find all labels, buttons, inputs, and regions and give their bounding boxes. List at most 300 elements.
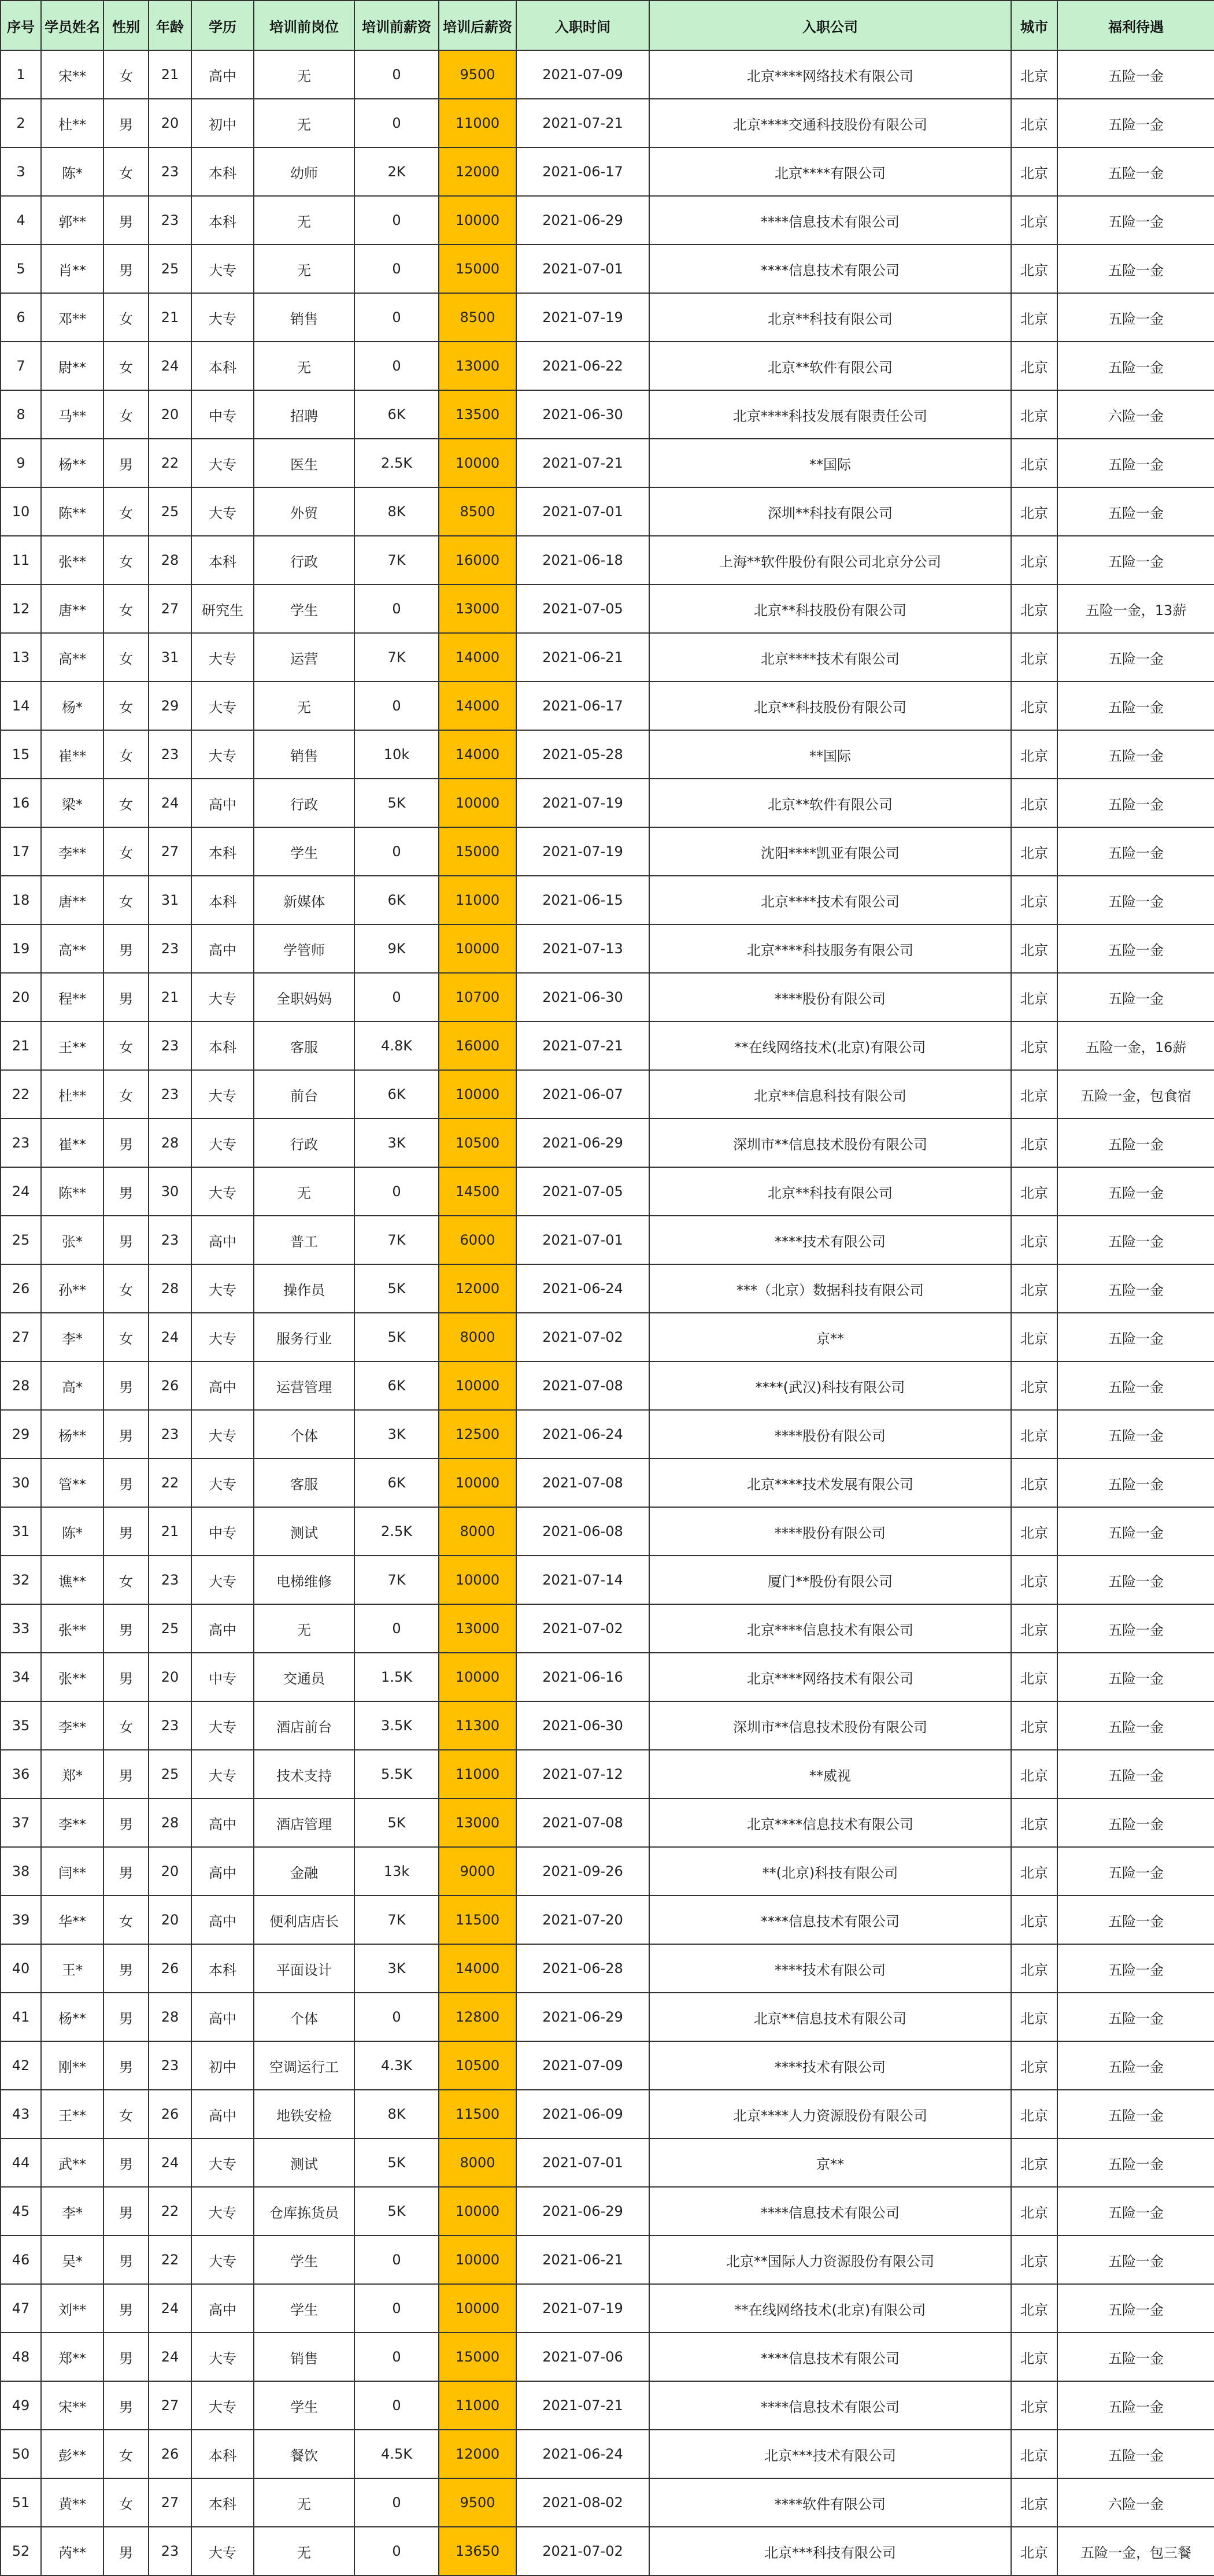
name-cell: 崔**: [41, 730, 103, 779]
benefits-cell: 五险一金: [1057, 827, 1214, 876]
index-cell: 19: [1, 924, 41, 973]
prev-role-cell: 学生: [254, 2284, 354, 2333]
prev-role-cell: 个体: [254, 1410, 354, 1459]
education-cell: 大专: [191, 2333, 254, 2381]
benefits-cell: 五险一金: [1057, 2430, 1214, 2478]
company-cell: ****(武汉)科技有限公司: [649, 1361, 1011, 1410]
prev-role-cell: 平面设计: [254, 1944, 354, 1993]
name-cell: 郭**: [41, 196, 103, 245]
prev-role-cell: 酒店管理: [254, 1798, 354, 1847]
education-cell: 大专: [191, 682, 254, 730]
age-cell: 25: [149, 1750, 191, 1798]
city-cell: 北京: [1011, 1604, 1057, 1653]
start-date-cell: 2021-07-19: [516, 293, 649, 342]
city-cell: 北京: [1011, 973, 1057, 1021]
education-cell: 大专: [191, 1070, 254, 1119]
education-cell: 本科: [191, 2478, 254, 2527]
prev-role-cell: 销售: [254, 293, 354, 342]
education-cell: 大专: [191, 633, 254, 682]
education-cell: 高中: [191, 1604, 254, 1653]
company-cell: 沈阳****凯亚有限公司: [649, 827, 1011, 876]
index-cell: 38: [1, 1847, 41, 1896]
city-cell: 北京: [1011, 2430, 1057, 2478]
post-salary-cell: 10700: [439, 973, 516, 1021]
city-cell: 北京: [1011, 1847, 1057, 1896]
name-cell: 黄**: [41, 2478, 103, 2527]
city-cell: 北京: [1011, 2138, 1057, 2187]
index-cell: 46: [1, 2236, 41, 2284]
name-cell: 郑*: [41, 1750, 103, 1798]
city-cell: 北京: [1011, 2090, 1057, 2138]
prev-role-cell: 销售: [254, 730, 354, 779]
name-cell: 武**: [41, 2138, 103, 2187]
benefits-cell: 五险一金: [1057, 439, 1214, 487]
age-cell: 21: [149, 50, 191, 99]
age-cell: 23: [149, 1410, 191, 1459]
prev-salary-cell: 10k: [354, 730, 439, 779]
name-cell: 陈*: [41, 147, 103, 196]
benefits-cell: 五险一金: [1057, 779, 1214, 827]
index-cell: 3: [1, 147, 41, 196]
gender-cell: 男: [103, 1750, 149, 1798]
post-salary-cell: 14000: [439, 730, 516, 779]
start-date-cell: 2021-06-30: [516, 390, 649, 439]
name-cell: 马**: [41, 390, 103, 439]
city-cell: 北京: [1011, 196, 1057, 245]
start-date-cell: 2021-06-24: [516, 1264, 649, 1313]
table-row: [1, 1993, 1214, 2041]
start-date-cell: 2021-07-19: [516, 779, 649, 827]
education-cell: 高中: [191, 779, 254, 827]
start-date-cell: 2021-07-12: [516, 1750, 649, 1798]
age-cell: 21: [149, 973, 191, 1021]
prev-role-cell: 地铁安检: [254, 2090, 354, 2138]
gender-cell: 男: [103, 2138, 149, 2187]
index-cell: 26: [1, 1264, 41, 1313]
table-row: [1, 1459, 1214, 1507]
age-cell: 23: [149, 1556, 191, 1604]
gender-cell: 男: [103, 1507, 149, 1556]
start-date-cell: 2021-07-06: [516, 2333, 649, 2381]
company-cell: 北京***技术有限公司: [649, 2430, 1011, 2478]
name-cell: 高**: [41, 633, 103, 682]
company-cell: 深圳市**信息技术股份有限公司: [649, 1701, 1011, 1750]
prev-salary-cell: 0: [354, 2284, 439, 2333]
age-cell: 27: [149, 827, 191, 876]
start-date-cell: 2021-06-17: [516, 682, 649, 730]
index-cell: 35: [1, 1701, 41, 1750]
city-cell: 北京: [1011, 779, 1057, 827]
gender-cell: 男: [103, 2284, 149, 2333]
prev-salary-cell: 4.5K: [354, 2430, 439, 2478]
post-salary-cell: 11300: [439, 1701, 516, 1750]
prev-role-cell: 无: [254, 2527, 354, 2575]
education-cell: 大专: [191, 1410, 254, 1459]
name-cell: 孙**: [41, 1264, 103, 1313]
name-cell: 陈**: [41, 1167, 103, 1216]
post-salary-cell: 8500: [439, 293, 516, 342]
gender-cell: 男: [103, 196, 149, 245]
gender-cell: 男: [103, 245, 149, 293]
prev-salary-cell: 0: [354, 1604, 439, 1653]
table-row: [1, 1167, 1214, 1216]
benefits-cell: 五险一金: [1057, 2138, 1214, 2187]
company-cell: ****信息技术有限公司: [649, 245, 1011, 293]
post-salary-cell: 10000: [439, 1556, 516, 1604]
table-row: [1, 1216, 1214, 1264]
index-cell: 51: [1, 2478, 41, 2527]
gender-cell: 男: [103, 2333, 149, 2381]
table-row: [1, 487, 1214, 536]
index-cell: 1: [1, 50, 41, 99]
benefits-cell: 六险一金: [1057, 390, 1214, 439]
prev-role-cell: 幼师: [254, 147, 354, 196]
education-cell: 大专: [191, 1313, 254, 1361]
table-row: [1, 2527, 1214, 2575]
education-cell: 高中: [191, 1847, 254, 1896]
benefits-cell: 五险一金: [1057, 2333, 1214, 2381]
company-cell: 北京****网络技术有限公司: [649, 1653, 1011, 1701]
age-cell: 27: [149, 2381, 191, 2430]
index-cell: 36: [1, 1750, 41, 1798]
company-cell: 北京**科技股份有限公司: [649, 682, 1011, 730]
table-row: [1, 196, 1214, 245]
header-col-benefits: 福利待遇: [1057, 1, 1214, 50]
education-cell: 本科: [191, 827, 254, 876]
index-cell: 27: [1, 1313, 41, 1361]
table-row: [1, 1021, 1214, 1070]
gender-cell: 女: [103, 487, 149, 536]
age-cell: 26: [149, 2430, 191, 2478]
company-cell: ****技术有限公司: [649, 1216, 1011, 1264]
gender-cell: 女: [103, 779, 149, 827]
prev-salary-cell: 0: [354, 342, 439, 390]
education-cell: 高中: [191, 2090, 254, 2138]
company-cell: 北京**科技有限公司: [649, 293, 1011, 342]
education-cell: 本科: [191, 2430, 254, 2478]
age-cell: 23: [149, 1070, 191, 1119]
start-date-cell: 2021-07-02: [516, 1313, 649, 1361]
gender-cell: 男: [103, 1410, 149, 1459]
post-salary-cell: 10000: [439, 2187, 516, 2236]
education-cell: 大专: [191, 1119, 254, 1167]
age-cell: 27: [149, 2478, 191, 2527]
table-row: [1, 730, 1214, 779]
benefits-cell: 五险一金，包食宿: [1057, 1070, 1214, 1119]
age-cell: 23: [149, 2041, 191, 2090]
age-cell: 20: [149, 1896, 191, 1944]
age-cell: 24: [149, 1313, 191, 1361]
gender-cell: 男: [103, 1216, 149, 1264]
company-cell: ****信息技术有限公司: [649, 2187, 1011, 2236]
gender-cell: 女: [103, 876, 149, 924]
benefits-cell: 五险一金: [1057, 1507, 1214, 1556]
start-date-cell: 2021-07-20: [516, 1896, 649, 1944]
prev-salary-cell: 4.3K: [354, 2041, 439, 2090]
age-cell: 29: [149, 682, 191, 730]
prev-salary-cell: 0: [354, 2381, 439, 2430]
benefits-cell: 五险一金: [1057, 2284, 1214, 2333]
start-date-cell: 2021-06-08: [516, 1507, 649, 1556]
city-cell: 北京: [1011, 293, 1057, 342]
prev-role-cell: 仓库拣货员: [254, 2187, 354, 2236]
name-cell: 杜**: [41, 99, 103, 147]
post-salary-cell: 10500: [439, 2041, 516, 2090]
benefits-cell: 五险一金: [1057, 293, 1214, 342]
start-date-cell: 2021-09-26: [516, 1847, 649, 1896]
prev-role-cell: 服务行业: [254, 1313, 354, 1361]
prev-salary-cell: 0: [354, 2236, 439, 2284]
index-cell: 15: [1, 730, 41, 779]
prev-role-cell: 餐饮: [254, 2430, 354, 2478]
city-cell: 北京: [1011, 584, 1057, 633]
name-cell: 吴*: [41, 2236, 103, 2284]
city-cell: 北京: [1011, 827, 1057, 876]
table-row: [1, 1410, 1214, 1459]
index-cell: 10: [1, 487, 41, 536]
start-date-cell: 2021-06-29: [516, 1993, 649, 2041]
prev-salary-cell: 0: [354, 973, 439, 1021]
education-cell: 高中: [191, 50, 254, 99]
table-row: [1, 973, 1214, 1021]
gender-cell: 女: [103, 827, 149, 876]
prev-role-cell: 学生: [254, 584, 354, 633]
benefits-cell: 五险一金: [1057, 1604, 1214, 1653]
name-cell: 芮**: [41, 2527, 103, 2575]
gender-cell: 女: [103, 293, 149, 342]
prev-salary-cell: 6K: [354, 1361, 439, 1410]
post-salary-cell: 11500: [439, 1896, 516, 1944]
start-date-cell: 2021-06-07: [516, 1070, 649, 1119]
company-cell: ****软件有限公司: [649, 2478, 1011, 2527]
post-salary-cell: 10000: [439, 2236, 516, 2284]
prev-role-cell: 医生: [254, 439, 354, 487]
age-cell: 22: [149, 1459, 191, 1507]
index-cell: 28: [1, 1361, 41, 1410]
table-row: [1, 1847, 1214, 1896]
table-row: [1, 2041, 1214, 2090]
prev-salary-cell: 5K: [354, 1264, 439, 1313]
city-cell: 北京: [1011, 2381, 1057, 2430]
index-cell: 24: [1, 1167, 41, 1216]
age-cell: 24: [149, 2284, 191, 2333]
age-cell: 28: [149, 536, 191, 584]
company-cell: 北京****技术发展有限公司: [649, 1459, 1011, 1507]
benefits-cell: 五险一金，包三餐: [1057, 2527, 1214, 2575]
age-cell: 28: [149, 1264, 191, 1313]
prev-role-cell: 测试: [254, 1507, 354, 1556]
index-cell: 21: [1, 1021, 41, 1070]
post-salary-cell: 8500: [439, 487, 516, 536]
gender-cell: 女: [103, 390, 149, 439]
city-cell: 北京: [1011, 2236, 1057, 2284]
table-row: [1, 827, 1214, 876]
index-cell: 9: [1, 439, 41, 487]
company-cell: ****股份有限公司: [649, 973, 1011, 1021]
city-cell: 北京: [1011, 876, 1057, 924]
post-salary-cell: 12000: [439, 147, 516, 196]
prev-salary-cell: 6K: [354, 1070, 439, 1119]
prev-salary-cell: 5.5K: [354, 1750, 439, 1798]
city-cell: 北京: [1011, 682, 1057, 730]
company-cell: 北京***科技有限公司: [649, 2527, 1011, 2575]
table-row: [1, 584, 1214, 633]
company-cell: **威视: [649, 1750, 1011, 1798]
post-salary-cell: 13000: [439, 1798, 516, 1847]
name-cell: 刚**: [41, 2041, 103, 2090]
city-cell: 北京: [1011, 1653, 1057, 1701]
prev-role-cell: 无: [254, 682, 354, 730]
benefits-cell: 五险一金: [1057, 730, 1214, 779]
company-cell: ****技术有限公司: [649, 1944, 1011, 1993]
age-cell: 26: [149, 2090, 191, 2138]
index-cell: 45: [1, 2187, 41, 2236]
age-cell: 21: [149, 1507, 191, 1556]
benefits-cell: 五险一金: [1057, 2041, 1214, 2090]
name-cell: 陈**: [41, 487, 103, 536]
age-cell: 26: [149, 1944, 191, 1993]
table-row: [1, 2187, 1214, 2236]
name-cell: 李**: [41, 1798, 103, 1847]
prev-role-cell: 运营管理: [254, 1361, 354, 1410]
age-cell: 23: [149, 1701, 191, 1750]
name-cell: 唐**: [41, 584, 103, 633]
gender-cell: 男: [103, 2527, 149, 2575]
gender-cell: 男: [103, 2041, 149, 2090]
prev-role-cell: 酒店前台: [254, 1701, 354, 1750]
prev-role-cell: 行政: [254, 779, 354, 827]
gender-cell: 男: [103, 2187, 149, 2236]
index-cell: 17: [1, 827, 41, 876]
age-cell: 22: [149, 2187, 191, 2236]
age-cell: 22: [149, 2236, 191, 2284]
gender-cell: 男: [103, 1993, 149, 2041]
benefits-cell: 五险一金: [1057, 1556, 1214, 1604]
benefits-cell: 五险一金: [1057, 876, 1214, 924]
education-cell: 本科: [191, 342, 254, 390]
index-cell: 13: [1, 633, 41, 682]
city-cell: 北京: [1011, 1944, 1057, 1993]
post-salary-cell: 11000: [439, 1750, 516, 1798]
start-date-cell: 2021-07-05: [516, 584, 649, 633]
benefits-cell: 五险一金: [1057, 1410, 1214, 1459]
name-cell: 梁*: [41, 779, 103, 827]
table-row: [1, 390, 1214, 439]
index-cell: 49: [1, 2381, 41, 2430]
company-cell: ****信息技术有限公司: [649, 1896, 1011, 1944]
post-salary-cell: 9500: [439, 50, 516, 99]
start-date-cell: 2021-07-01: [516, 2138, 649, 2187]
index-cell: 30: [1, 1459, 41, 1507]
name-cell: 刘**: [41, 2284, 103, 2333]
table-row: [1, 245, 1214, 293]
post-salary-cell: 13650: [439, 2527, 516, 2575]
prev-salary-cell: 3K: [354, 1944, 439, 1993]
benefits-cell: 五险一金: [1057, 1361, 1214, 1410]
table-row: [1, 2284, 1214, 2333]
start-date-cell: 2021-07-19: [516, 2284, 649, 2333]
benefits-cell: 五险一金: [1057, 1798, 1214, 1847]
start-date-cell: 2021-06-16: [516, 1653, 649, 1701]
index-cell: 7: [1, 342, 41, 390]
gender-cell: 女: [103, 584, 149, 633]
gender-cell: 男: [103, 1653, 149, 1701]
gender-cell: 男: [103, 99, 149, 147]
prev-role-cell: 技术支持: [254, 1750, 354, 1798]
benefits-cell: 五险一金: [1057, 1847, 1214, 1896]
prev-salary-cell: 0: [354, 99, 439, 147]
prev-role-cell: 行政: [254, 1119, 354, 1167]
table-row: [1, 1750, 1214, 1798]
post-salary-cell: 8000: [439, 1313, 516, 1361]
education-cell: 高中: [191, 1896, 254, 1944]
post-salary-cell: 10000: [439, 1653, 516, 1701]
city-cell: 北京: [1011, 924, 1057, 973]
prev-role-cell: 无: [254, 99, 354, 147]
prev-salary-cell: 3K: [354, 1119, 439, 1167]
prev-salary-cell: 5K: [354, 779, 439, 827]
city-cell: 北京: [1011, 99, 1057, 147]
start-date-cell: 2021-06-21: [516, 633, 649, 682]
index-cell: 50: [1, 2430, 41, 2478]
post-salary-cell: 10000: [439, 779, 516, 827]
education-cell: 大专: [191, 2527, 254, 2575]
prev-salary-cell: 4.8K: [354, 1021, 439, 1070]
start-date-cell: 2021-06-30: [516, 973, 649, 1021]
name-cell: 高*: [41, 1361, 103, 1410]
company-cell: 北京**软件有限公司: [649, 342, 1011, 390]
city-cell: 北京: [1011, 633, 1057, 682]
start-date-cell: 2021-07-21: [516, 1021, 649, 1070]
education-cell: 大专: [191, 439, 254, 487]
company-cell: 京**: [649, 2138, 1011, 2187]
benefits-cell: 五险一金: [1057, 924, 1214, 973]
table-row: [1, 1896, 1214, 1944]
education-cell: 本科: [191, 147, 254, 196]
age-cell: 31: [149, 876, 191, 924]
city-cell: 北京: [1011, 2333, 1057, 2381]
prev-salary-cell: 7K: [354, 1216, 439, 1264]
city-cell: 北京: [1011, 1313, 1057, 1361]
education-cell: 中专: [191, 1653, 254, 1701]
prev-salary-cell: 0: [354, 2478, 439, 2527]
benefits-cell: 五险一金: [1057, 342, 1214, 390]
benefits-cell: 五险一金: [1057, 1653, 1214, 1701]
table-row: [1, 147, 1214, 196]
name-cell: 杨**: [41, 1410, 103, 1459]
prev-role-cell: 无: [254, 1604, 354, 1653]
name-cell: 杨**: [41, 439, 103, 487]
table-row: [1, 1264, 1214, 1313]
table-row: [1, 2478, 1214, 2527]
company-cell: 京**: [649, 1313, 1011, 1361]
start-date-cell: 2021-07-01: [516, 487, 649, 536]
prev-salary-cell: 6K: [354, 876, 439, 924]
name-cell: 闫**: [41, 1847, 103, 1896]
name-cell: 谯**: [41, 1556, 103, 1604]
age-cell: 20: [149, 1847, 191, 1896]
gender-cell: 女: [103, 682, 149, 730]
company-cell: **国际: [649, 730, 1011, 779]
name-cell: 杨**: [41, 1993, 103, 2041]
name-cell: 郑**: [41, 2333, 103, 2381]
age-cell: 20: [149, 1653, 191, 1701]
start-date-cell: 2021-07-02: [516, 1604, 649, 1653]
index-cell: 29: [1, 1410, 41, 1459]
prev-salary-cell: 1.5K: [354, 1653, 439, 1701]
gender-cell: 男: [103, 2381, 149, 2430]
header-col-age: 年龄: [149, 1, 191, 50]
